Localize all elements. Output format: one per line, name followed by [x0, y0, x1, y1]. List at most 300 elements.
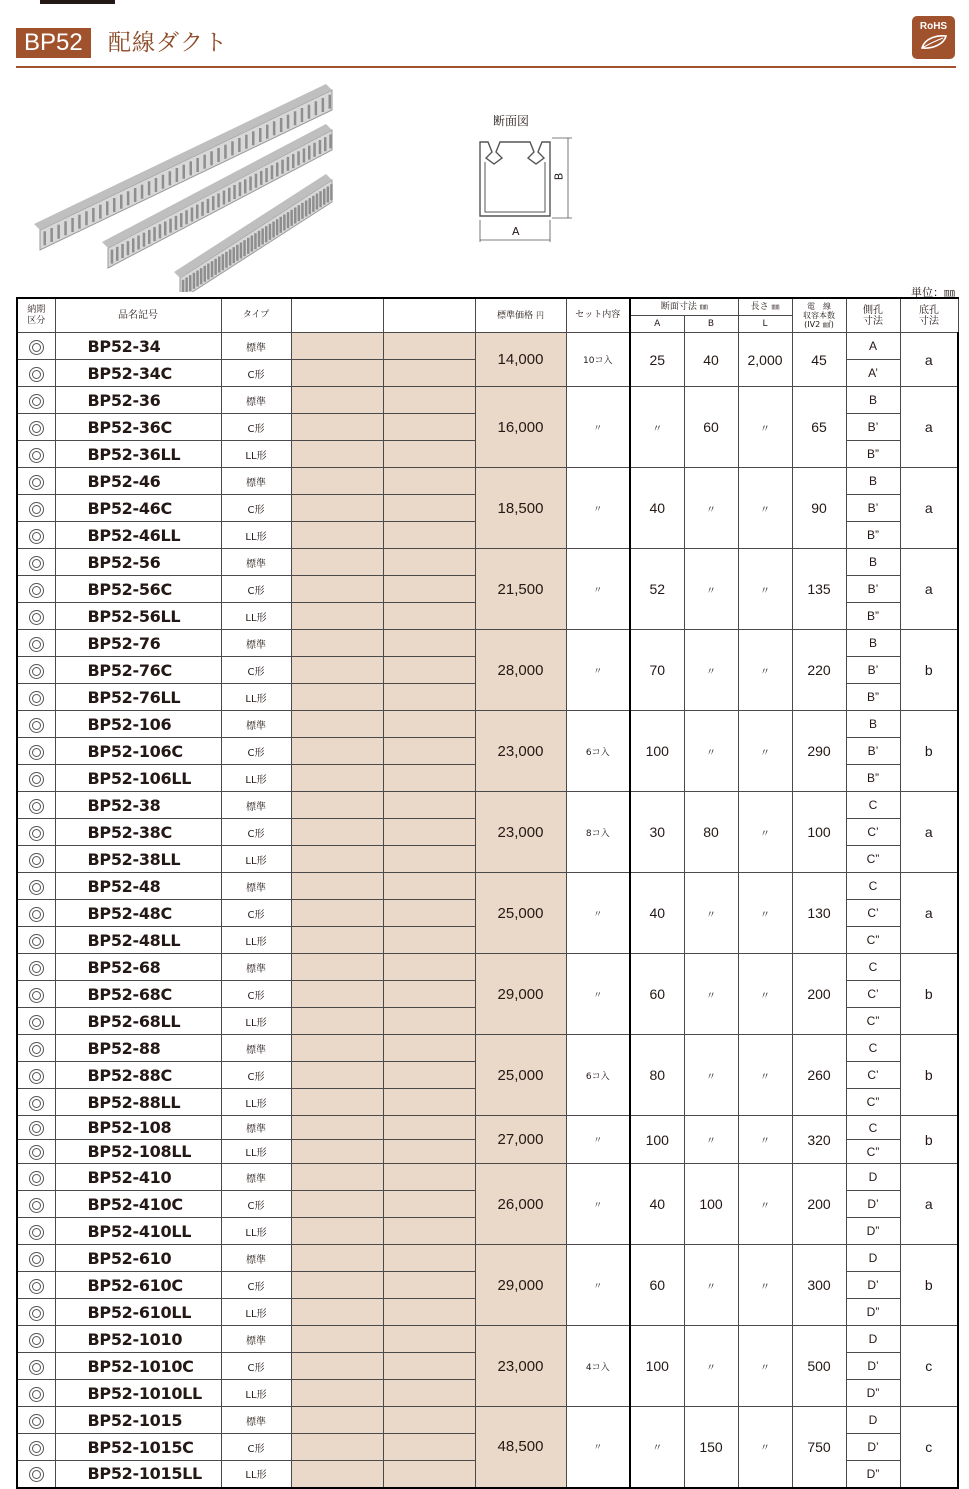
blank-cell-2	[383, 1272, 475, 1299]
model-code: BP52-410LL	[55, 1218, 221, 1245]
model-code: BP52-56	[55, 549, 221, 576]
blank-cell-2	[383, 1434, 475, 1461]
duct-slot	[305, 201, 308, 217]
duct-slot	[280, 118, 283, 132]
length-cell: 〃	[738, 1164, 792, 1245]
length-cell: 〃	[738, 1035, 792, 1116]
side-hole: D’	[846, 1272, 900, 1299]
blank-cell-1	[291, 333, 383, 360]
wire-count: 300	[792, 1245, 846, 1326]
double-circle-icon	[29, 367, 44, 382]
type-cell: LL形	[221, 927, 291, 954]
duct-slot	[244, 179, 247, 193]
bottom-hole: a	[900, 549, 958, 630]
model-code: BP52-38LL	[55, 846, 221, 873]
model-code: BP52-106	[55, 711, 221, 738]
duct-slot	[143, 233, 146, 247]
price-cell: 26,000	[475, 1164, 566, 1245]
blank-cell-2	[383, 495, 475, 522]
bottom-hole: a	[900, 333, 958, 387]
blank-cell-2	[383, 1245, 475, 1272]
duct-slot	[312, 196, 315, 212]
spec-table-body	[17, 333, 958, 1488]
bottom-hole: b	[900, 954, 958, 1035]
model-code: BP52-56LL	[55, 603, 221, 630]
blank-cell-1	[291, 1218, 383, 1245]
dimension-a: 40	[630, 873, 684, 954]
table-row	[17, 1245, 958, 1272]
type-cell: 標準	[221, 630, 291, 657]
duct-slot	[132, 238, 135, 252]
blank-cell-1	[291, 873, 383, 900]
model-code: BP52-88C	[55, 1062, 221, 1089]
duct-slot	[116, 247, 119, 261]
blank-cell-1	[291, 1164, 383, 1191]
price-cell: 14,000	[475, 333, 566, 387]
set-cell: 〃	[566, 549, 630, 630]
dimension-a: 52	[630, 549, 684, 630]
double-circle-icon	[29, 421, 44, 436]
cross-section-diagram	[462, 110, 592, 250]
length-cell: 〃	[738, 549, 792, 630]
side-hole: D”	[846, 1218, 900, 1245]
leaf-icon	[919, 34, 949, 50]
blank-cell-2	[383, 522, 475, 549]
dimension-b-label: B	[552, 172, 566, 181]
delivery-mark	[17, 1008, 55, 1035]
wire-count: 750	[792, 1407, 846, 1488]
blank-cell-1	[291, 819, 383, 846]
model-code: BP52-76LL	[55, 684, 221, 711]
double-circle-icon	[29, 1069, 44, 1084]
blank-cell-1	[291, 630, 383, 657]
table-row	[17, 630, 958, 657]
double-circle-icon	[29, 1042, 44, 1057]
duct-slot	[201, 202, 204, 216]
duct-slot	[294, 111, 297, 125]
cross-section-drawing	[462, 110, 592, 250]
col-side: 側孔 寸法	[846, 298, 900, 333]
duct-slot	[276, 219, 279, 235]
duct-slot	[236, 245, 239, 261]
side-hole: B’	[846, 495, 900, 522]
side-hole: B”	[846, 765, 900, 792]
duct-slot	[50, 228, 53, 242]
duct-slot	[78, 215, 81, 229]
col-section	[630, 298, 738, 316]
duct-slot	[245, 135, 248, 149]
duct-slot	[153, 227, 156, 241]
model-code: BP52-610LL	[55, 1299, 221, 1326]
double-circle-icon	[29, 1387, 44, 1402]
type-cell: LL形	[221, 1008, 291, 1035]
model-code: BP52-46C	[55, 495, 221, 522]
duct-slot	[287, 157, 290, 171]
blank-cell-2	[383, 1353, 475, 1380]
side-hole: D’	[846, 1434, 900, 1461]
side-hole: D”	[846, 1461, 900, 1488]
bottom-hole: b	[900, 1116, 958, 1164]
side-hole: B	[846, 711, 900, 738]
table-row	[17, 1407, 958, 1434]
table-row	[17, 954, 958, 981]
table-row	[17, 1326, 958, 1353]
type-cell: C形	[221, 819, 291, 846]
delivery-mark	[17, 1380, 55, 1407]
dimension-b: 〃	[684, 1326, 738, 1407]
set-cell: 4コ入	[566, 1326, 630, 1407]
wire-count: 100	[792, 792, 846, 873]
model-code: BP52-108	[55, 1116, 221, 1140]
type-cell: 標準	[221, 1407, 291, 1434]
type-cell: C形	[221, 657, 291, 684]
col-section-unit: ㎜	[699, 302, 708, 311]
dimension-a: 30	[630, 792, 684, 873]
blank-cell-1	[291, 711, 383, 738]
delivery-mark	[17, 1164, 55, 1191]
duct-slot	[106, 201, 109, 215]
blank-cell-2	[383, 900, 475, 927]
dimension-b: 〃	[684, 468, 738, 549]
duct-slot	[329, 95, 332, 109]
page-header	[16, 21, 956, 68]
side-hole: D	[846, 1326, 900, 1353]
col-b: B	[684, 316, 738, 333]
blank-cell-1	[291, 1035, 383, 1062]
type-cell: LL形	[221, 441, 291, 468]
double-circle-icon	[29, 1441, 44, 1456]
double-circle-icon	[29, 340, 44, 355]
table-row	[17, 333, 958, 360]
duct-slot	[223, 191, 226, 205]
delivery-mark	[17, 1140, 55, 1164]
dimension-b: 〃	[684, 711, 738, 792]
double-circle-icon	[29, 1414, 44, 1429]
rohs-badge	[912, 16, 955, 59]
double-circle-icon	[29, 1198, 44, 1213]
dimension-a: 60	[630, 954, 684, 1035]
double-circle-icon	[29, 1467, 44, 1482]
set-cell: 〃	[566, 387, 630, 468]
side-hole: B	[846, 549, 900, 576]
length-cell: 2,000	[738, 333, 792, 387]
side-hole: C	[846, 792, 900, 819]
length-cell: 〃	[738, 1245, 792, 1326]
blank-cell-2	[383, 981, 475, 1008]
double-circle-icon	[29, 772, 44, 787]
blank-cell-2	[383, 711, 475, 738]
dimension-b: 〃	[684, 630, 738, 711]
delivery-mark	[17, 954, 55, 981]
blank-cell-1	[291, 441, 383, 468]
model-code: BP52-38	[55, 792, 221, 819]
price-cell: 27,000	[475, 1116, 566, 1164]
bottom-hole: b	[900, 1245, 958, 1326]
duct-slot	[231, 141, 234, 155]
col-section-label: 断面寸法	[660, 302, 697, 312]
col-length-unit: ㎜	[771, 302, 780, 311]
duct-slot	[162, 175, 165, 189]
delivery-mark	[17, 873, 55, 900]
duct-slot	[141, 185, 144, 199]
type-cell: LL形	[221, 765, 291, 792]
side-hole: B’	[846, 738, 900, 765]
blank-cell-1	[291, 522, 383, 549]
model-code: BP52-34C	[55, 360, 221, 387]
table-row	[17, 873, 958, 900]
blank-cell-2	[383, 765, 475, 792]
type-cell: LL形	[221, 603, 291, 630]
delivery-mark	[17, 927, 55, 954]
price-cell: 23,000	[475, 792, 566, 873]
model-code: BP52-76	[55, 630, 221, 657]
side-hole: C”	[846, 846, 900, 873]
table-row	[17, 387, 958, 414]
duct-slot	[189, 275, 192, 291]
table-row	[17, 1164, 958, 1191]
diagram-title: 断面図	[493, 114, 530, 128]
double-circle-icon	[29, 583, 44, 598]
model-code: BP52-48	[55, 873, 221, 900]
blank-cell-2	[383, 1140, 475, 1164]
type-cell: 標準	[221, 954, 291, 981]
dimension-a: 100	[630, 711, 684, 792]
blank-cell-2	[383, 1116, 475, 1140]
length-cell: 〃	[738, 468, 792, 549]
blank-cell-1	[291, 1407, 383, 1434]
delivery-mark	[17, 495, 55, 522]
dimension-b: 〃	[684, 954, 738, 1035]
duct-slot	[239, 182, 242, 196]
model-code: BP52-36C	[55, 414, 221, 441]
price-cell: 29,000	[475, 1245, 566, 1326]
wire-count: 500	[792, 1326, 846, 1407]
blank-cell-2	[383, 603, 475, 630]
blank-cell-1	[291, 414, 383, 441]
side-hole: B	[846, 468, 900, 495]
model-code: BP52-68	[55, 954, 221, 981]
double-circle-icon	[29, 1252, 44, 1267]
blank-cell-2	[383, 333, 475, 360]
duct-slot	[324, 137, 327, 151]
double-circle-icon	[29, 826, 44, 841]
duct-slot	[176, 168, 179, 182]
side-hole: B”	[846, 684, 900, 711]
blank-cell-1	[291, 1116, 383, 1140]
unit-label: 単位：㎜	[911, 286, 955, 299]
type-cell: LL形	[221, 846, 291, 873]
double-circle-icon	[29, 691, 44, 706]
delivery-mark	[17, 360, 55, 387]
side-hole: B”	[846, 603, 900, 630]
duct-slot	[258, 231, 261, 247]
duct-slot	[211, 261, 214, 277]
type-cell: 標準	[221, 1164, 291, 1191]
type-cell: 標準	[221, 1116, 291, 1140]
duct-slot	[297, 151, 300, 165]
blank-cell-1	[291, 1353, 383, 1380]
duct-slot	[303, 149, 306, 163]
double-circle-icon	[29, 1279, 44, 1294]
duct-slot	[261, 229, 264, 245]
model-code: BP52-106LL	[55, 765, 221, 792]
double-circle-icon	[29, 718, 44, 733]
length-cell: 〃	[738, 1116, 792, 1164]
dimension-a-label: A	[512, 225, 520, 238]
wire-count: 200	[792, 1164, 846, 1245]
delivery-mark	[17, 1116, 55, 1140]
duct-slot	[155, 178, 158, 192]
delivery-mark	[17, 414, 55, 441]
double-circle-icon	[29, 853, 44, 868]
bottom-hole: b	[900, 630, 958, 711]
bottom-hole: c	[900, 1407, 958, 1488]
duct-slot	[137, 236, 140, 250]
double-circle-icon	[29, 880, 44, 895]
price-cell: 25,000	[475, 1035, 566, 1116]
table-row	[17, 549, 958, 576]
dimension-b: 40	[684, 333, 738, 387]
blank-cell-2	[383, 441, 475, 468]
set-cell: 〃	[566, 954, 630, 1035]
type-cell: C形	[221, 1272, 291, 1299]
side-hole: D’	[846, 1191, 900, 1218]
blank-cell-1	[291, 495, 383, 522]
duct-slot	[283, 215, 286, 231]
blank-cell-1	[291, 603, 383, 630]
duct-slot	[182, 280, 185, 292]
type-cell: LL形	[221, 1218, 291, 1245]
length-cell: 〃	[738, 711, 792, 792]
bottom-hole: a	[900, 873, 958, 954]
blank-cell-2	[383, 1164, 475, 1191]
duct-slot	[272, 222, 275, 238]
col-length-label: 長さ	[750, 302, 769, 312]
duct-slot	[313, 143, 316, 157]
double-circle-icon	[29, 475, 44, 490]
double-circle-icon	[29, 1333, 44, 1348]
delivery-mark	[17, 900, 55, 927]
blank-cell-1	[291, 927, 383, 954]
blank-cell-2	[383, 1299, 475, 1326]
type-cell: 標準	[221, 711, 291, 738]
double-circle-icon	[29, 529, 44, 544]
duct-slot	[233, 185, 236, 199]
bottom-hole: a	[900, 1164, 958, 1245]
dimension-b: 60	[684, 387, 738, 468]
delivery-mark	[17, 981, 55, 1008]
model-code: BP52-610C	[55, 1272, 221, 1299]
model-code: BP52-46	[55, 468, 221, 495]
col-set: セット内容	[566, 298, 630, 333]
set-cell: 〃	[566, 1116, 630, 1164]
model-code: BP52-410	[55, 1164, 221, 1191]
type-cell: 標準	[221, 1326, 291, 1353]
duct-slot	[266, 125, 269, 139]
side-hole: D”	[846, 1380, 900, 1407]
delivery-mark	[17, 630, 55, 657]
set-cell: 〃	[566, 1164, 630, 1245]
type-cell: LL形	[221, 1299, 291, 1326]
blank-cell-2	[383, 1191, 475, 1218]
model-code: BP52-36LL	[55, 441, 221, 468]
side-hole: B”	[846, 441, 900, 468]
wire-count: 320	[792, 1116, 846, 1164]
duct-slot	[309, 198, 312, 214]
col-blank-1	[291, 298, 383, 333]
length-cell: 〃	[738, 1326, 792, 1407]
duct-slot	[249, 177, 252, 191]
dimension-b: 〃	[684, 549, 738, 630]
delivery-mark	[17, 792, 55, 819]
blank-cell-2	[383, 1008, 475, 1035]
duct-slot	[254, 233, 257, 249]
type-cell: 標準	[221, 549, 291, 576]
delivery-mark	[17, 1191, 55, 1218]
blank-cell-2	[383, 1380, 475, 1407]
double-circle-icon	[29, 448, 44, 463]
duct-slot	[224, 145, 227, 159]
delivery-mark	[17, 846, 55, 873]
rohs-label: RoHS	[919, 21, 948, 32]
duct-slot	[207, 264, 210, 280]
type-cell: LL形	[221, 1140, 291, 1164]
model-code: BP52-38C	[55, 819, 221, 846]
model-code: BP52-1010C	[55, 1353, 221, 1380]
model-code: BP52-1015	[55, 1407, 221, 1434]
bottom-hole: a	[900, 792, 958, 873]
duct-slot	[323, 189, 326, 205]
delivery-mark	[17, 1089, 55, 1116]
model-code: BP52-1015LL	[55, 1461, 221, 1488]
duct-slot	[228, 188, 231, 202]
duct-slot	[315, 101, 318, 115]
col-price-unit: 円	[535, 310, 544, 320]
model-code: BP52-88LL	[55, 1089, 221, 1116]
double-circle-icon	[29, 1145, 44, 1160]
col-a: A	[630, 316, 684, 333]
blank-cell-2	[383, 1089, 475, 1116]
duct-slot	[217, 193, 220, 207]
dimension-a: 〃	[630, 387, 684, 468]
dimension-a: 80	[630, 1035, 684, 1116]
blank-cell-2	[383, 1326, 475, 1353]
side-hole: C”	[846, 1089, 900, 1116]
set-cell: 〃	[566, 630, 630, 711]
duct-slot	[185, 278, 188, 293]
double-circle-icon	[29, 1171, 44, 1186]
duct-slot	[193, 273, 196, 289]
delivery-mark	[17, 738, 55, 765]
model-code: BP52-34	[55, 333, 221, 360]
blank-cell-2	[383, 657, 475, 684]
duct-slot	[287, 115, 290, 129]
type-cell: C形	[221, 900, 291, 927]
price-cell: 28,000	[475, 630, 566, 711]
table-row	[17, 1116, 958, 1140]
duct-slot	[251, 236, 254, 252]
duct-slot	[308, 146, 311, 160]
type-cell: 標準	[221, 1245, 291, 1272]
blank-cell-1	[291, 684, 383, 711]
duct-slot	[214, 259, 217, 275]
type-cell: C形	[221, 576, 291, 603]
type-cell: LL形	[221, 1380, 291, 1407]
duct-slot	[308, 105, 311, 119]
col-model: 品名記号	[55, 298, 221, 333]
delivery-mark	[17, 576, 55, 603]
blank-cell-1	[291, 657, 383, 684]
